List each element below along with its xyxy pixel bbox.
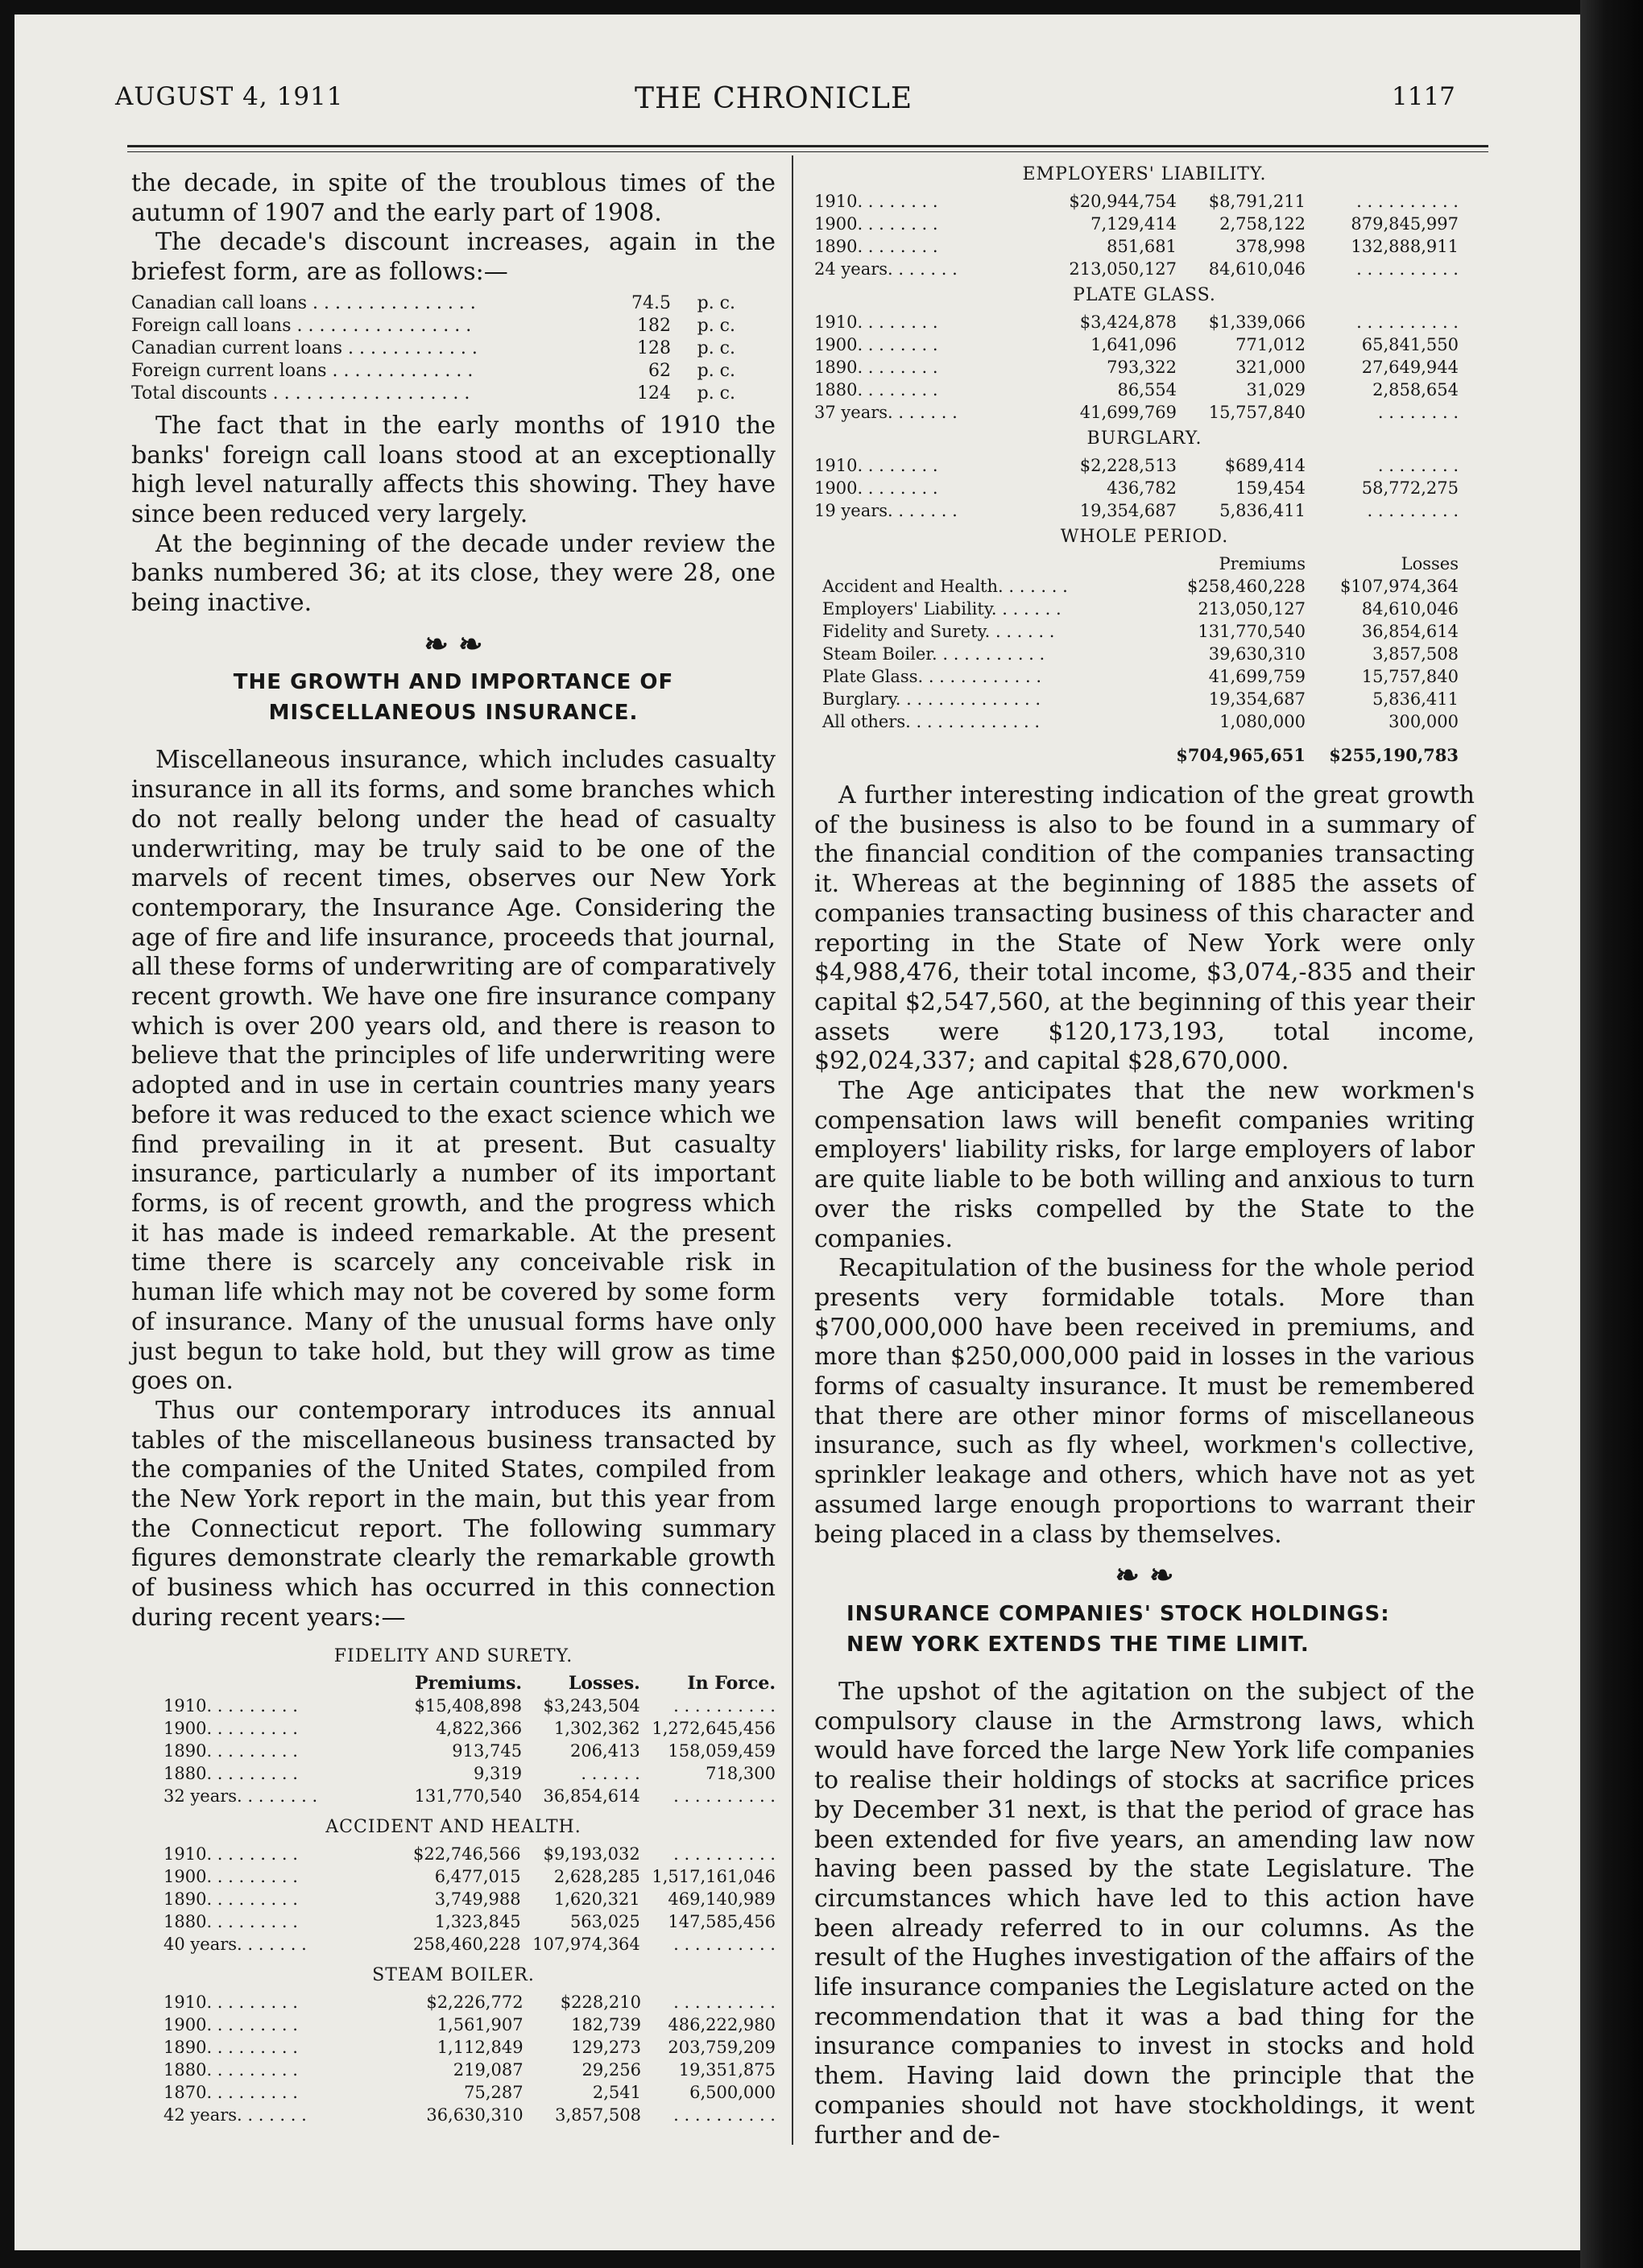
row-in-force: 58,772,275 (1361, 478, 1459, 498)
row-in-force: 6,500,000 (689, 2082, 776, 2102)
row-label: 1890. . . . . . . . . (163, 1740, 298, 1761)
discount-value: 74.5 (631, 292, 671, 313)
header-rule (127, 145, 1488, 147)
discount-label: Canadian call loans . . . . . . . . . . . . . . . (131, 292, 476, 313)
row-in-force: . . . . . . . . . (1367, 501, 1459, 520)
table-row (163, 1843, 776, 1865)
table-row (163, 2036, 776, 2059)
table-row (814, 213, 1459, 235)
row-in-force: 1,272,645,456 (652, 1718, 776, 1738)
whole-title: WHOLE PERIOD. (1060, 527, 1229, 547)
row-premiums: $2,226,772 (426, 1992, 524, 2012)
steam-table (163, 1991, 776, 2126)
row-in-force: . . . . . . . . (1377, 456, 1459, 475)
employers-title: EMPLOYERS' LIABILITY. (1022, 164, 1267, 184)
row-in-force: . . . . . . . . . . (1356, 312, 1459, 332)
row-premiums: 219,087 (453, 2059, 524, 2080)
table-row (822, 575, 1459, 598)
col-head-in-force: In Force. (687, 1672, 776, 1694)
row-losses: $8,791,211 (1208, 192, 1306, 211)
row-losses: 31,029 (1246, 380, 1306, 399)
row-label: 1880. . . . . . . . . (163, 1911, 298, 1931)
discount-value: 62 (648, 360, 671, 381)
book-spine (1580, 0, 1643, 2268)
row-label: 1900. . . . . . . . . (163, 1866, 298, 1886)
row-label: Plate Glass. . . . . . . . . . . . (822, 667, 1042, 686)
table-row (822, 598, 1459, 620)
row-losses: $9,193,032 (543, 1844, 640, 1864)
steam-title: STEAM BOILER. (372, 1964, 535, 1985)
table-row (163, 1888, 776, 1910)
row-label: 1880. . . . . . . . . (163, 1763, 298, 1783)
row-losses: 36,854,614 (1361, 622, 1459, 641)
fidelity-table (163, 1672, 776, 1807)
paragraph-tables: Thus our contemporary introduces its annual tables of the miscellaneous business transacted by the companies of the United States, compiled from the New York report in the main, but this year from the Connecticut report. The following summary figures demonstrate clearly the remarkable growth of business which has occurred in this connection during recent years:— (131, 1396, 776, 1632)
row-premiums: 19,354,687 (1208, 689, 1306, 709)
row-in-force: . . . . . . . . . . (673, 1786, 776, 1806)
row-label: 1910. . . . . . . . . (163, 1695, 298, 1715)
table-row (822, 710, 1459, 733)
row-premiums: 1,641,096 (1091, 335, 1177, 354)
plate-table (814, 311, 1459, 424)
row-label: 1890. . . . . . . . (814, 237, 938, 256)
article-heading-line-2: MISCELLANEOUS INSURANCE. (268, 701, 639, 726)
row-label: 1910. . . . . . . . . (163, 1992, 298, 2012)
table-row (822, 643, 1459, 665)
table-row (163, 1865, 776, 1888)
row-premiums: 131,770,540 (1198, 622, 1306, 641)
row-label: 37 years. . . . . . . (814, 403, 958, 422)
ornament: ❧ ❧ (424, 627, 483, 661)
row-premiums: 436,782 (1107, 478, 1177, 498)
row-label: 1870. . . . . . . . . (163, 2082, 298, 2102)
row-in-force: . . . . . . . . . . (1356, 259, 1459, 279)
table-row (814, 477, 1459, 499)
table-row (163, 1933, 776, 1956)
discount-value: 182 (637, 315, 671, 336)
row-in-force: 718,300 (706, 1763, 776, 1783)
row-in-force: 147,585,456 (668, 1911, 776, 1931)
row-in-force: . . . . . . . . (1377, 403, 1459, 422)
row-premiums: 1,561,907 (437, 2014, 524, 2034)
table-row (163, 1991, 776, 2013)
row-label: Employers' Liability. . . . . . . (822, 599, 1062, 619)
row-label: All others. . . . . . . . . . . . . (822, 712, 1041, 731)
discount-row (131, 292, 735, 315)
paragraph-banks: At the beginning of the decade under review the banks numbered 36; at its close, they were 28, one being inactive. (131, 529, 776, 618)
row-in-force: 1,517,161,046 (652, 1866, 776, 1886)
row-premiums: 6,477,015 (434, 1866, 521, 1886)
table-row (822, 665, 1459, 688)
table-row (814, 379, 1459, 401)
paragraph-recap: Recapitulation of the business for the whole period presents very formidable totals. More than $700,000,000 have been received in premiums, and more than $250,000,000 paid in losses in the various forms of casualty insurance. It must be remembered that there are other minor forms of miscellaneous insurance, such as fly wheel, workmen's collective, sprinkler leakage and others, which have not as yet assumed large enough proportions to warrant their being placed in a class by themselves. (814, 1254, 1475, 1549)
row-label: 1900. . . . . . . . . (163, 1718, 298, 1738)
row-losses: 84,610,046 (1208, 259, 1306, 279)
table-row (822, 688, 1459, 710)
row-label: 42 years. . . . . . . (163, 2105, 307, 2125)
row-losses: 36,854,614 (543, 1786, 640, 1806)
row-premiums: 4,822,366 (436, 1718, 523, 1738)
discount-value: 128 (637, 337, 671, 358)
discount-unit: p. c. (697, 337, 735, 358)
row-premiums: 851,681 (1107, 237, 1177, 256)
right-column (814, 159, 1475, 2150)
discount-row (131, 315, 735, 337)
table-row (163, 1910, 776, 1933)
employers-table (814, 190, 1459, 280)
row-premiums: 41,699,769 (1079, 403, 1177, 422)
table-row (814, 454, 1459, 477)
discount-label: Canadian current loans . . . . . . . . . . . . (131, 337, 478, 358)
discount-row (131, 360, 735, 383)
row-premiums: 36,630,310 (426, 2105, 524, 2125)
fidelity-title: FIDELITY AND SURETY. (333, 1645, 573, 1666)
table-row (814, 333, 1459, 356)
paragraph-upshot: The upshot of the agitation on the subject of the compulsory clause in the Armstrong laws, which would have forced the large New York life companies to realise their holdings of stocks at sacrifice prices by December 31 next, is that the period of grace has been extended for five years, an amending law now having been passed by the state Legislature. The circumstances which have led to this action have been already referred to in our columns. As the result of the Hughes investigation of the affairs of the life insurance companies the Legislature acted on the recommendation that it was a bad thing for the insurance companies to invest in stocks and hold them. Having laid down the principle that the companies should not have stockholdings, it went further and de- (814, 1677, 1475, 2150)
row-label: 1880. . . . . . . . . (163, 2059, 298, 2080)
row-in-force: 27,649,944 (1361, 358, 1459, 377)
table-row (822, 620, 1459, 643)
row-in-force: 469,140,989 (668, 1889, 776, 1909)
discount-unit: p. c. (697, 360, 735, 381)
row-premiums: 131,770,540 (414, 1786, 523, 1806)
whole-total-premiums: $704,965,651 (1176, 745, 1306, 765)
plate-title: PLATE GLASS. (1073, 285, 1216, 305)
row-in-force: . . . . . . . . . . (673, 1695, 776, 1715)
row-premiums: $3,424,878 (1079, 312, 1177, 332)
row-in-force: 879,845,997 (1351, 214, 1459, 234)
table-row (814, 190, 1459, 213)
issue-date: AUGUST 4, 1911 (115, 82, 344, 111)
row-in-force: . . . . . . . . . . (673, 1992, 776, 2012)
row-label: 1890. . . . . . . . . (163, 2037, 298, 2057)
row-premiums: 258,460,228 (412, 1934, 521, 1954)
row-losses: 15,757,840 (1361, 667, 1459, 686)
row-losses: 107,974,364 (532, 1934, 640, 1954)
table-row (163, 2059, 776, 2081)
row-premiums: 7,129,414 (1091, 214, 1177, 234)
row-label: 32 years. . . . . . . . (163, 1786, 318, 1806)
row-label: 1910. . . . . . . . (814, 192, 938, 211)
col-head-losses: Losses. (568, 1672, 640, 1694)
table-row (163, 2013, 776, 2036)
stock-holdings-heading (846, 1599, 1475, 1660)
row-in-force: 203,759,209 (668, 2037, 776, 2057)
row-label: 1900. . . . . . . . . (163, 2014, 298, 2034)
row-losses: 2,628,285 (553, 1866, 640, 1886)
masthead-title: THE CHRONICLE (635, 82, 913, 115)
row-label: 1900. . . . . . . . (814, 335, 938, 354)
row-label: Steam Boiler. . . . . . . . . . . (822, 644, 1045, 664)
row-premiums: $258,460,228 (1187, 577, 1306, 596)
row-premiums: 1,080,000 (1219, 712, 1306, 731)
row-losses: 3,857,508 (555, 2105, 641, 2125)
burglary-title: BURGLARY. (1086, 428, 1202, 449)
row-losses: $228,210 (560, 1992, 641, 2012)
row-premiums: 1,323,845 (434, 1911, 521, 1931)
accident-table (163, 1843, 776, 1956)
table-row (814, 258, 1459, 280)
whole-head-premiums: Premiums (1219, 554, 1306, 573)
accident-title: ACCIDENT AND HEALTH. (325, 1816, 581, 1837)
discount-value: 124 (637, 383, 671, 404)
paragraph-age: The Age anticipates that the new workmen's compensation laws will benefit companies writing employers' liability risks, for large employers of labor are quite liable to be both willing and anxious to turn over the risks compelled by the State to the companies. (814, 1077, 1475, 1253)
row-losses: $3,243,504 (543, 1695, 640, 1715)
row-premiums: $20,944,754 (1069, 192, 1177, 211)
table-row (814, 401, 1459, 424)
row-label: 1900. . . . . . . . (814, 478, 938, 498)
row-premiums: 75,287 (464, 2082, 524, 2102)
row-losses: 563,025 (569, 1911, 640, 1931)
column-divider (792, 155, 793, 2145)
row-losses: 84,610,046 (1361, 599, 1459, 619)
row-losses: 2,758,122 (1219, 214, 1306, 234)
row-losses: 15,757,840 (1208, 403, 1306, 422)
row-premiums: $2,228,513 (1079, 456, 1177, 475)
row-in-force: 2,858,654 (1372, 380, 1459, 399)
left-column (131, 169, 776, 2126)
col-head-premiums: Premiums. (414, 1672, 523, 1694)
row-label: Burglary. . . . . . . . . . . . . . (822, 689, 1041, 709)
row-in-force: 19,351,875 (678, 2059, 776, 2080)
row-losses: 29,256 (581, 2059, 641, 2080)
discount-label: Foreign call loans . . . . . . . . . . . . . . . . (131, 315, 472, 336)
article-heading (131, 667, 776, 728)
row-losses: $107,974,364 (1340, 577, 1459, 596)
discount-label: Foreign current loans . . . . . . . . . . . . . (131, 360, 474, 381)
row-label: 24 years. . . . . . . (814, 259, 958, 279)
row-losses: 771,012 (1235, 335, 1306, 354)
row-premiums: 213,050,127 (1069, 259, 1177, 279)
row-premiums: 19,354,687 (1079, 501, 1177, 520)
whole-total-losses: $255,190,783 (1329, 745, 1459, 765)
row-losses: 300,000 (1388, 712, 1459, 731)
row-losses: 3,857,508 (1372, 644, 1459, 664)
discount-row (131, 383, 735, 405)
row-losses: 1,302,362 (553, 1718, 640, 1738)
row-in-force: . . . . . . . . . . (1356, 192, 1459, 211)
intro-paragraph: the decade, in spite of the troublous times of the autumn of 1907 and the early part of 1908. (131, 169, 776, 227)
row-in-force: 158,059,459 (668, 1740, 776, 1761)
table-row (814, 235, 1459, 258)
row-losses: 2,541 (592, 2082, 641, 2102)
row-label: Accident and Health. . . . . . . (822, 577, 1068, 596)
row-losses: 378,998 (1235, 237, 1306, 256)
row-losses: . . . . . . (581, 1763, 640, 1783)
row-losses: 5,836,411 (1372, 689, 1459, 709)
row-losses: 206,413 (569, 1740, 640, 1761)
stock-heading-line-1: INSURANCE COMPANIES' STOCK HOLDINGS: (846, 1601, 1390, 1626)
whole-period-table (822, 553, 1459, 767)
burglary-table (814, 454, 1459, 522)
row-label: 1900. . . . . . . . (814, 214, 938, 234)
row-label: 1890. . . . . . . . (814, 358, 938, 377)
discount-label: Total discounts . . . . . . . . . . . . . . . . . . (131, 383, 470, 404)
row-premiums: 213,050,127 (1198, 599, 1306, 619)
row-premiums: 9,319 (473, 1763, 523, 1783)
row-label: 40 years. . . . . . . (163, 1934, 307, 1954)
discount-unit: p. c. (697, 383, 735, 404)
row-premiums: $15,408,898 (414, 1695, 523, 1715)
table-row (163, 1762, 776, 1785)
row-in-force: . . . . . . . . . . (673, 1844, 776, 1864)
table-row (163, 2081, 776, 2104)
row-in-force: . . . . . . . . . . (673, 1934, 776, 1954)
paragraph-misc-insurance: Miscellaneous insurance, which includes casualty insurance in all its forms, and some branches which do not really belong under the head of casualty underwriting, may be truly said to be one of the marvels of recent times, observes our New York contemporary, the Insurance Age. Considering the age of fire and life insurance, proceeds that journal, all these forms of underwriting are of comparatively recent growth. We have one fire insurance company which is over 200 years old, and there is reason to believe that the principles of life underwriting were adopted and in use in certain countries many years before it was reduced to the exact science which we find prevailing in it at present. But casualty insurance, particularly a number of its important forms, is of recent growth, and the progress which it has made is indeed remarkable. At the present time there is scarcely any conceivable risk in human life which may not be covered by some form of insurance. Many of the unusual forms have only just begun to take hold, but they will grow as time goes on. (131, 746, 776, 1396)
table-row (814, 356, 1459, 379)
row-losses: $1,339,066 (1208, 312, 1306, 332)
header-rule-thin (127, 151, 1488, 152)
row-losses: 182,739 (571, 2014, 641, 2034)
discount-unit: p. c. (697, 315, 735, 336)
row-in-force: 65,841,550 (1361, 335, 1459, 354)
table-row (163, 1785, 776, 1807)
discount-intro: The decade's discount increases, again in the briefest form, are as follows:— (131, 228, 776, 287)
row-premiums: 86,554 (1117, 380, 1177, 399)
table-row (163, 1740, 776, 1762)
row-premiums: 1,112,849 (437, 2037, 524, 2057)
row-premiums: 39,630,310 (1208, 644, 1306, 664)
table-row (163, 1717, 776, 1740)
row-label: 1910. . . . . . . . (814, 312, 938, 332)
row-premiums: $22,746,566 (412, 1844, 521, 1864)
table-row (814, 311, 1459, 333)
article-heading-line-1: THE GROWTH AND IMPORTANCE OF (233, 670, 674, 695)
table-row (163, 1695, 776, 1717)
row-label: 1880. . . . . . . . (814, 380, 938, 399)
page-number: 1117 (1392, 82, 1455, 111)
row-losses: 5,836,411 (1219, 501, 1306, 520)
discount-row (131, 337, 735, 360)
row-losses: 1,620,321 (553, 1889, 640, 1909)
row-in-force: . . . . . . . . . . (673, 2105, 776, 2125)
ornament-right: ❧ ❧ (1115, 1558, 1174, 1593)
row-label: 1890. . . . . . . . . (163, 1889, 298, 1909)
table-row (163, 2104, 776, 2126)
row-losses: $689,414 (1224, 456, 1306, 475)
discount-unit: p. c. (697, 292, 735, 313)
row-premiums: 793,322 (1107, 358, 1177, 377)
table-row (814, 499, 1459, 522)
row-in-force: 486,222,980 (668, 2014, 776, 2034)
paragraph-further: A further interesting indication of the great growth of the business is also to be found in a summary of the financial condition of the companies transacting it. Whereas at the beginning of 1885 the assets of companies transacting business of this character and reporting in the State of New York were only $4,988,476, their total income, $3,074,-835 and their capital $2,547,560, at the beginning of this year their assets were $120,173,193, total income, $92,024,337; and capital $28,670,000. (814, 781, 1475, 1076)
row-in-force: 132,888,911 (1351, 237, 1459, 256)
row-losses: 129,273 (571, 2037, 641, 2057)
row-label: Fidelity and Surety. . . . . . . (822, 622, 1055, 641)
row-premiums: 913,745 (452, 1740, 523, 1761)
row-label: 1910. . . . . . . . (814, 456, 938, 475)
row-label: 1910. . . . . . . . . (163, 1844, 298, 1864)
paragraph-1910: The fact that in the early months of 1910 the banks' foreign call loans stood at an exceptionally high level naturally affects this showing. They have since been reduced very largely. (131, 411, 776, 528)
discount-table (131, 292, 735, 405)
whole-head-losses: Losses (1401, 554, 1459, 573)
row-label: 19 years. . . . . . . (814, 501, 958, 520)
row-premiums: 3,749,988 (434, 1889, 521, 1909)
row-losses: 321,000 (1235, 358, 1306, 377)
row-premiums: 41,699,759 (1208, 667, 1306, 686)
row-losses: 159,454 (1235, 478, 1306, 498)
stock-heading-line-2: NEW YORK EXTENDS THE TIME LIMIT. (846, 1632, 1310, 1657)
newspaper-page (14, 14, 1580, 2250)
